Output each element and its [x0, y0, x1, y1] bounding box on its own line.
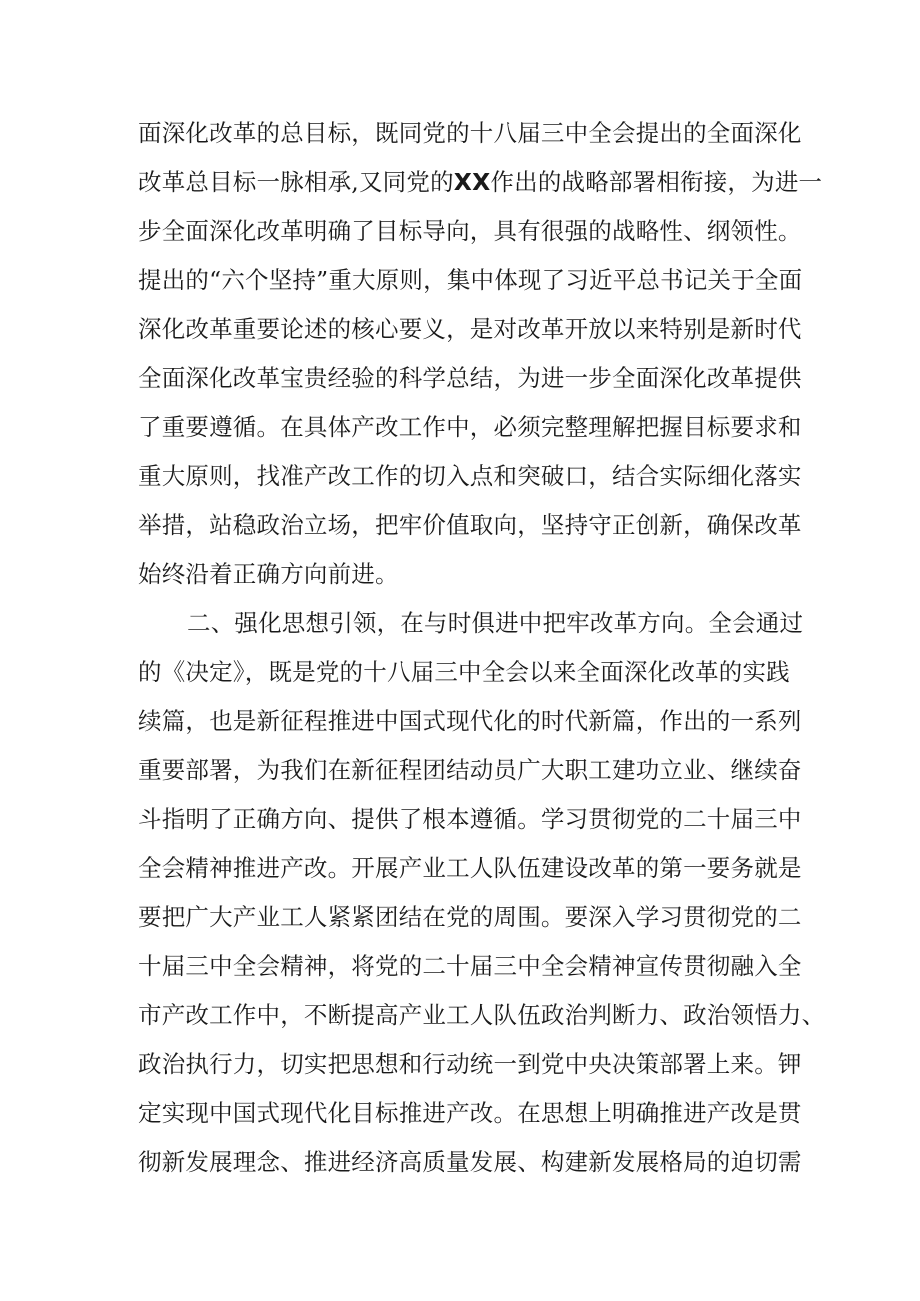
text-line: 续篇，也是新征程推进中国式现代化的时代新篇，作出的一系列: [138, 707, 802, 735]
text-line: 要把广大产业工人紧紧团结在党的周围。要深入学习贯彻党的二: [138, 903, 802, 931]
text-line: 始终沿着正确方向前进。: [138, 560, 399, 588]
text-line: 提出的“六个坚持”重大原则，集中体现了习近平总书记关于全面: [138, 266, 803, 294]
text-line: 斗指明了正确方向、提供了根本遵循。学习贯彻党的二十届三中: [138, 805, 802, 833]
text-line: 的《决定》，既是党的十八届三中全会以来全面深化改革的实践: [138, 658, 790, 686]
text-line: 深化改革重要论述的核心要义，是对改革开放以来特别是新时代: [138, 315, 802, 343]
text-line: 全会精神推进产改。开展产业工人队伍建设改革的第一要务就是: [138, 854, 802, 882]
text-line: 重大原则，找准产改工作的切入点和突破口，结合实际细化落实: [138, 462, 802, 490]
text-segment: 改革总目标一脉相承,又同党的: [138, 168, 454, 196]
text-segment: 作出的战略部署相衔接，为进一: [490, 168, 823, 196]
text-line: [138, 159, 822, 205]
text-line: 十届三中全会精神，将党的二十届三中全会精神宣传贯彻融入全: [138, 952, 802, 980]
text-line: 面深化改革的总目标，既同党的十八届三中全会提出的全面深化: [138, 119, 802, 147]
text-line: 定实现中国式现代化目标推进产改。在思想上明确推进产改是贯: [138, 1099, 802, 1127]
text-line: 全面深化改革宝贵经验的科学总结，为进一步全面深化改革提供: [138, 364, 802, 392]
text-line: 彻新发展理念、推进经济高质量发展、构建新发展格局的迫切需: [138, 1148, 802, 1176]
text-line: 政治执行力，切实把思想和行动统一到党中央决策部署上来。钾: [138, 1050, 802, 1078]
text-line: 步全面深化改革明确了目标导向，具有很强的战略性、纲领性。: [138, 217, 802, 245]
text-line: 重要部署，为我们在新征程团结动员广大职工建功立业、继续奋: [138, 756, 802, 784]
paragraph-first-line: 二、强化思想引领，在与时俱进中把牢改革方向。全会通过: [187, 609, 804, 637]
placeholder-mark: XX: [453, 168, 491, 196]
text-line: 举措，站稳政治立场，把牢价值取向，坚持守正创新，确保改革: [138, 511, 802, 539]
text-line: 市产改工作中，不断提高产业工人队伍政治判断力、政治领悟力、: [138, 1001, 826, 1029]
text-line: 了重要遵循。在具体产改工作中，必须完整理解把握目标要求和: [138, 413, 802, 441]
